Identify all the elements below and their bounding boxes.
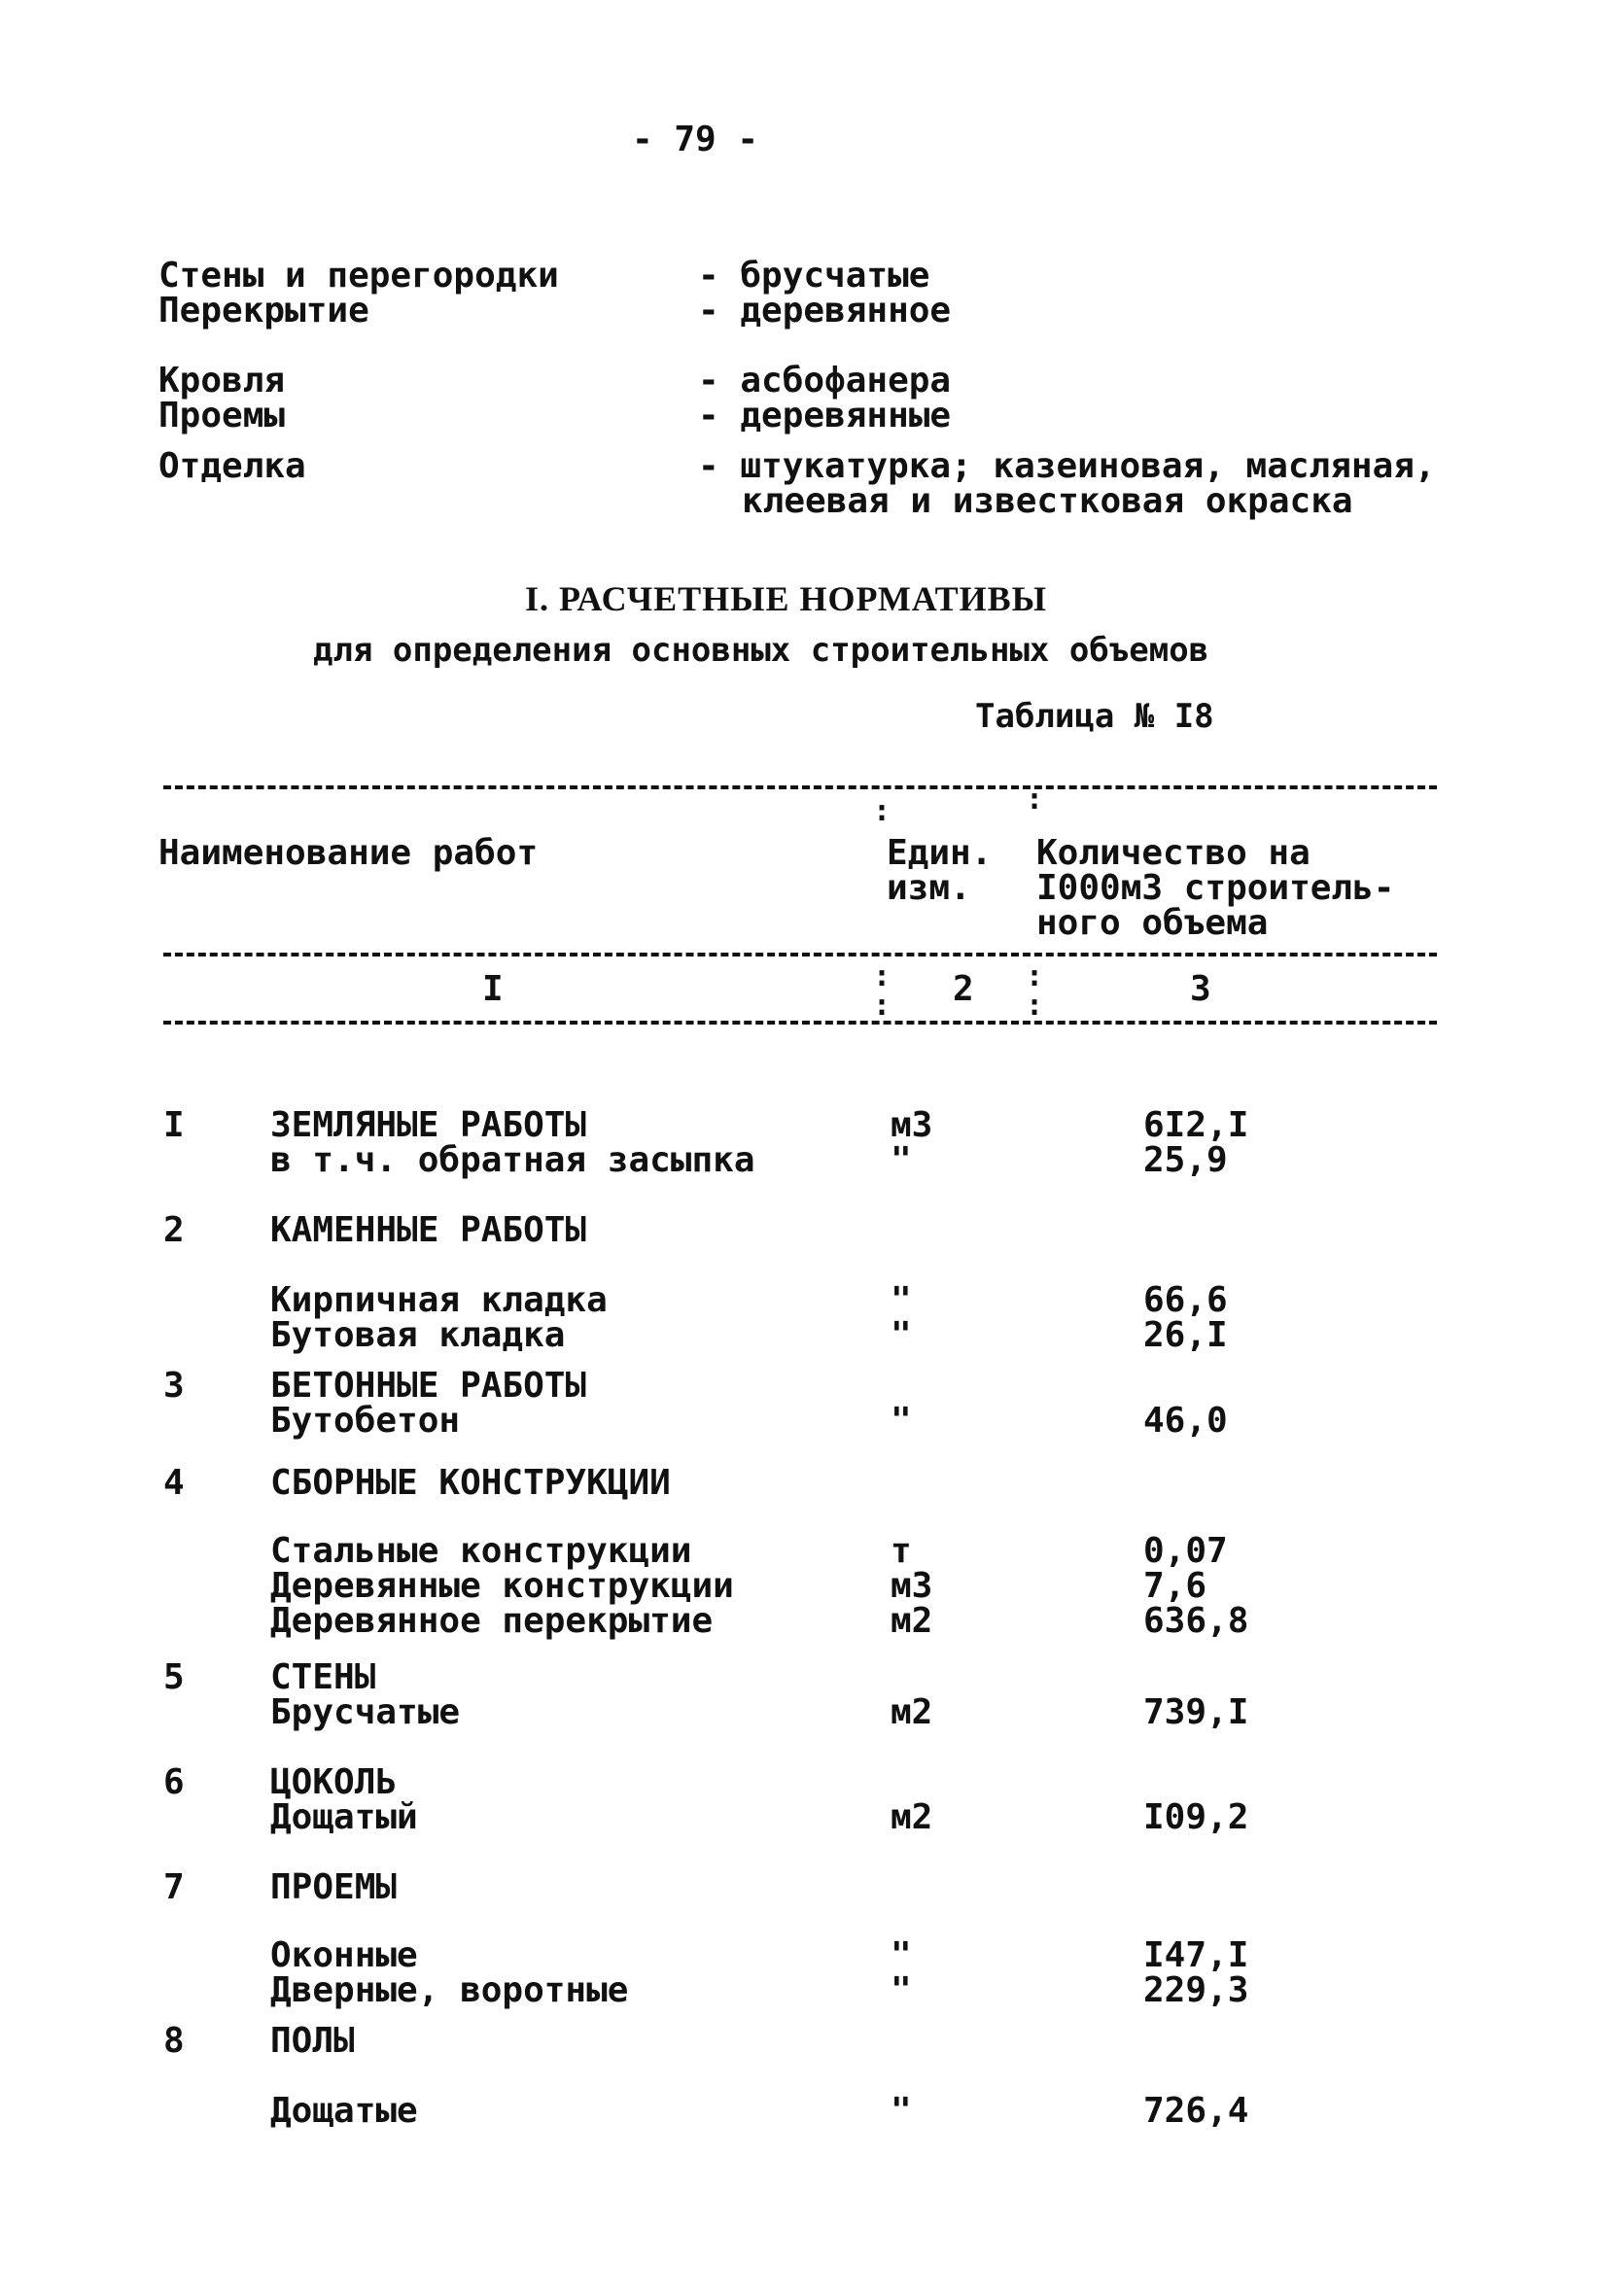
row-work-name: ЗЕМЛЯНЫЕ РАБОТЫ	[270, 1105, 587, 1145]
row-work-name: Оконные	[270, 1935, 418, 1975]
row-work-name: в т.ч. обратная засыпка	[270, 1140, 755, 1180]
table-top-rule	[163, 785, 1437, 789]
column-number: 2	[953, 969, 974, 1009]
row-quantity: 229,3	[1143, 1970, 1249, 2010]
header-quantity: ного объема	[1036, 903, 1269, 943]
row-quantity: I09,2	[1143, 1797, 1249, 1837]
row-unit: м3	[891, 1566, 933, 1606]
row-unit: "	[891, 1140, 912, 1180]
row-work-name: БЕТОННЫЕ РАБОТЫ	[270, 1366, 587, 1406]
column-number: I	[482, 969, 504, 1009]
row-quantity: 6I2,I	[1143, 1105, 1249, 1145]
row-quantity: 0,07	[1143, 1531, 1228, 1571]
row-unit: "	[891, 1315, 912, 1355]
column-number: 3	[1190, 969, 1211, 1009]
table-header-bottom-rule	[163, 1021, 1437, 1025]
row-number: 8	[163, 2021, 185, 2061]
row-quantity: 636,8	[1143, 1601, 1249, 1641]
spec-label: Стены и перегородки	[158, 256, 559, 296]
row-unit: "	[891, 1935, 912, 1975]
column-separator: :	[1026, 959, 1044, 993]
row-work-name: СБОРНЫЕ КОНСТРУКЦИИ	[270, 1463, 671, 1503]
spec-label: Отделка	[158, 446, 306, 486]
row-unit: "	[891, 2091, 912, 2131]
row-quantity: 25,9	[1143, 1140, 1228, 1180]
header-unit: Един.	[887, 833, 993, 873]
row-work-name: Деревянное перекрытие	[270, 1601, 714, 1641]
row-quantity: I47,I	[1143, 1935, 1249, 1975]
row-work-name: Бутовая кладка	[270, 1315, 566, 1355]
spec-value: - штукатурка; казеиновая, масляная,	[698, 446, 1436, 486]
row-work-name: ПРОЕМЫ	[270, 1867, 398, 1907]
spec-label: Кровля	[158, 361, 286, 400]
spec-value: - асбофанера	[698, 361, 952, 400]
column-separator: :	[1026, 989, 1044, 1023]
spec-value-continued: клеевая и известковая окраска	[742, 481, 1353, 521]
row-work-name: Деревянные конструкции	[270, 1566, 734, 1606]
header-name: Наименование работ	[158, 833, 539, 873]
row-quantity: 46,0	[1143, 1401, 1228, 1441]
table-label: Таблица № I8	[975, 697, 1214, 736]
row-work-name: Дощатый	[270, 1797, 418, 1837]
row-work-name: Брусчатые	[270, 1692, 461, 1732]
row-work-name: Дверные, воротные	[270, 1970, 629, 2010]
row-number: 3	[163, 1366, 185, 1406]
spec-value: - деревянное	[698, 291, 952, 330]
row-unit: м2	[891, 1692, 933, 1732]
section-subtitle: для определения основных строительных объемов	[313, 631, 1209, 670]
row-work-name: Дощатые	[270, 2091, 418, 2131]
row-number: 4	[163, 1463, 185, 1503]
row-quantity: 726,4	[1143, 2091, 1249, 2131]
spec-label: Перекрытие	[158, 291, 369, 330]
column-separator: :	[873, 794, 891, 828]
row-work-name: Бутобетон	[270, 1401, 461, 1441]
header-unit: изм.	[887, 868, 971, 908]
row-number: 2	[163, 1210, 185, 1250]
header-quantity: I000м3 строитель-	[1036, 868, 1395, 908]
column-separator: :	[1026, 783, 1044, 817]
row-number: 6	[163, 1762, 185, 1802]
row-number: 5	[163, 1657, 185, 1697]
row-work-name: СТЕНЫ	[270, 1657, 376, 1697]
row-work-name: Стальные конструкции	[270, 1531, 692, 1571]
row-unit: "	[891, 1401, 912, 1441]
row-quantity: 739,I	[1143, 1692, 1249, 1732]
row-number: I	[163, 1105, 185, 1145]
row-unit: "	[891, 1280, 912, 1320]
column-separator: :	[873, 989, 891, 1023]
column-separator: :	[873, 959, 891, 993]
row-quantity: 66,6	[1143, 1280, 1228, 1320]
row-unit: м3	[891, 1105, 933, 1145]
row-work-name: КАМЕННЫЕ РАБОТЫ	[270, 1210, 587, 1250]
row-quantity: 26,I	[1143, 1315, 1228, 1355]
row-unit: м2	[891, 1797, 933, 1837]
row-number: 7	[163, 1867, 185, 1907]
spec-value: - деревянные	[698, 396, 952, 435]
row-unit: т	[891, 1531, 912, 1571]
page-number: - 79 -	[632, 120, 759, 159]
row-unit: "	[891, 1970, 912, 2010]
row-quantity: 7,6	[1143, 1566, 1207, 1606]
row-work-name: ПОЛЫ	[270, 2021, 355, 2061]
row-unit: м2	[891, 1601, 933, 1641]
row-work-name: ЦОКОЛЬ	[270, 1762, 398, 1802]
header-separator-rule	[163, 953, 1437, 957]
spec-value: - брусчатые	[698, 256, 930, 296]
row-work-name: Кирпичная кладка	[270, 1280, 608, 1320]
section-title: I. РАСЧЕТНЫЕ НОРМАТИВЫ	[525, 579, 1048, 618]
header-quantity: Количество на	[1036, 833, 1311, 873]
spec-label: Проемы	[158, 396, 286, 435]
